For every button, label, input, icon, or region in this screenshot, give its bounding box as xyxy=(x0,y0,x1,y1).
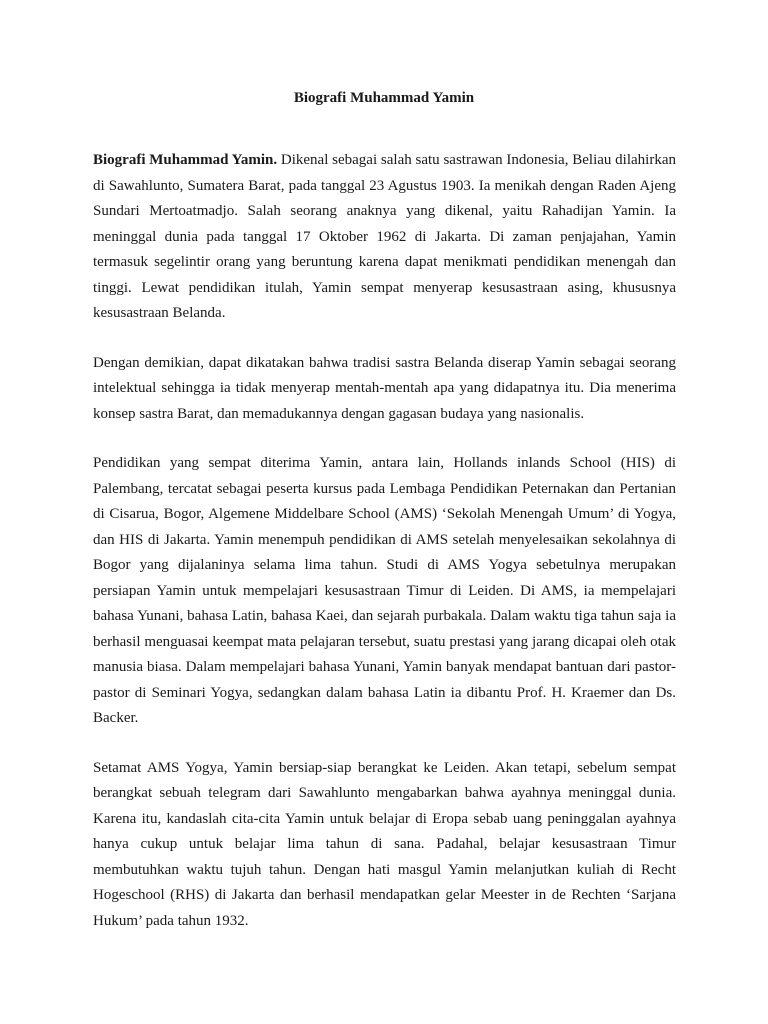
paragraph-text: Pendidikan yang sempat diterima Yamin, antara lain, Hollands inlands School (HIS) di Palembang, tercatat sebagai peserta kursus pada Lembaga Pendidikan Peternakan dan Pertanian di Cisarua, Bogor, Algemene Middelbare School (AMS) ‘Sekolah Menengah Umum’ di Yogya, dan HIS di Jakarta. Yamin menempuh pendidikan di AMS setelah menyelesaikan sekolahnya di Bogor yang dijalaninya selama lima tahun. Studi di AMS Yogya sebetulnya merupakan persiapan Yamin untuk mempelajari kesusastraan Timur di Leiden. Di AMS, ia mempelajari bahasa Yunani, bahasa Latin, bahasa Kaei, dan sejarah purbakala. Dalam waktu tiga tahun saja ia berhasil menguasai keempat mata pelajaran tersebut, suatu prestasi yang jarang dicapai oleh otak manusia biasa. Dalam mempelajari bahasa Yunani, Yamin banyak mendapat bantuan dari pastor-pastor di Seminari Yogya, sedangkan dalam bahasa Latin ia dibantu Prof. H. Kraemer dan Ds. Backer. xyxy=(93,455,676,726)
document-body xyxy=(93,148,676,958)
document-title: Biografi Muhammad Yamin xyxy=(293,90,475,106)
paragraph-3 xyxy=(93,451,676,732)
paragraph-text: Setamat AMS Yogya, Yamin bersiap-siap berangkat ke Leiden. Akan tetapi, sebelum sempat berangkat sebuah telegram dari Sawahlunto mengabarkan bahwa ayahnya meninggal dunia. Karena itu, kandaslah cita-cita Yamin untuk belajar di Eropa sebab uang peninggalan ayahnya hanya cukup untuk belajar lima tahun di sana. Padahal, belajar kesusastraan Timur membutuhkan waktu tujuh tahun. Dengan hati masgul Yamin melanjutkan kuliah di Recht Hogeschool (RHS) di Jakarta dan berhasil mendapatkan gelar Meester in de Rechten ‘Sarjana Hukum’ pada tahun 1932. xyxy=(93,759,676,929)
paragraph-lead: Biografi Muhammad Yamin. xyxy=(93,152,278,168)
paragraph-text: Dikenal sebagai salah satu sastrawan Indonesia, Beliau dilahirkan di Sawahlunto, Sumatera Barat, pada tanggal 23 Agustus 1903. Ia menikah dengan Raden Ajeng Sundari Mertoatmadjo. Salah seorang anaknya yang dikenal, yaitu Rahadijan Yamin. Ia meninggal dunia pada tanggal 17 Oktober 1962 di Jakarta. Di zaman penjajahan, Yamin termasuk segelintir orang yang beruntung karena dapat menikmati pendidikan menengah dan tinggi. Lewat pendidikan itulah, Yamin sempat menyerap kesusastraan asing, khususnya kesusastraan Belanda. xyxy=(93,152,676,321)
paragraph-1 xyxy=(93,148,676,327)
paragraph-2 xyxy=(93,351,676,428)
paragraph-text: Dengan demikian, dapat dikatakan bahwa tradisi sastra Belanda diserap Yamin sebagai seorang intelektual sehingga ia tidak menyerap mentah-mentah apa yang didapatnya itu. Dia menerima konsep sastra Barat, dan memadukannya dengan gagasan budaya yang nasionalis. xyxy=(93,354,676,422)
paragraph-4 xyxy=(93,756,676,935)
